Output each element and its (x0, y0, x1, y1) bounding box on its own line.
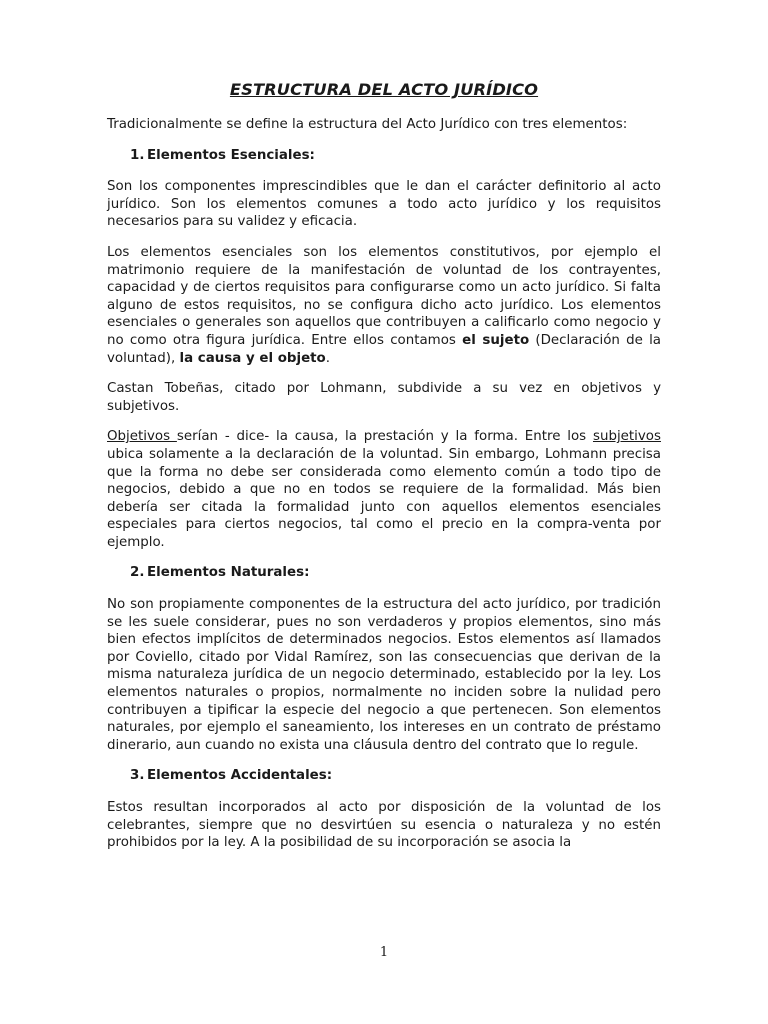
paragraph-text: serían - dice- la causa, la prestación y la forma. Entre los (176, 429, 593, 445)
paragraph-text: (Declaración de la voluntad), (107, 332, 661, 366)
paragraph: No son propiamente componentes de la estructura del acto jurídico, por tradición se les suele considerar, pues no son verdaderos y propios elementos, sino más bien efectos implícitos de determinados negocios. Estos elementos así llamados por Coviello, citado por Vidal Ramírez, son las consecuencias que derivan de la misma naturaleza jurídica de un negocio determinado, establecido por la ley. Los elementos naturales o propios, normalmente no inciden sobre la nulidad pero contribuyen a tipificar la especie del negocio a que pertenecen. Son elementos naturales, por ejemplo el saneamiento, los intereses en un contrato de préstamo dinerario, aun cuando no exista una cláusula dentro del contrato que lo regule. (107, 597, 661, 753)
bold-text: el sujeto (462, 332, 530, 348)
paragraph (107, 428, 661, 551)
section-heading-esenciales (107, 147, 661, 165)
paragraph: Son los componentes imprescindibles que le dan el carácter definitorio al acto jurídico. Son los elementos comunes a todo acto jurídico y los requisitos necesarios para su validez y eficacia. (107, 179, 661, 230)
paragraph (107, 244, 661, 367)
paragraph-text: ubica solamente a la declaración de la voluntad. Sin embargo, Lohmann precisa que la forma no debe ser considerada como elemento común a todo tipo de negocios, debido a que no en todos se requiere de la formalidad. Más bien debería ser citada la formalidad junto con aquellos elementos esenciales especiales para ciertos negocios, tal como el precio en la compra-venta por ejemplo. (107, 446, 661, 550)
underlined-text: subjetivos (592, 429, 661, 445)
section-number: 3. (130, 768, 145, 784)
underlined-text: Objetivos (107, 429, 177, 445)
section-number: 2. (130, 565, 145, 581)
document-body (107, 80, 661, 865)
section-heading-accidentales (107, 767, 661, 785)
intro-paragraph: Tradicionalmente se define la estructura del Acto Jurídico con tres elementos: (107, 117, 628, 132)
section-number: 1. (130, 147, 145, 163)
paragraph: Castan Tobeñas, citado por Lohmann, subdivide a su vez en objetivos y subjetivos. (107, 381, 661, 414)
section-heading-naturales (107, 564, 661, 582)
section-heading-text: Elementos Esenciales: (147, 147, 315, 163)
paragraph-text: Los elementos esenciales son los elementos constitutivos, por ejemplo el matrimonio requiere de la manifestación de voluntad de los contrayentes, capacidad y de ciertos requisitos para configurarse como un acto jurídico. Si falta alguno de estos requisitos, no se configura dicho acto jurídico. Los elementos esenciales o generales son aquellos que contribuyen a calificarlo como negocio y no como otra figura jurídica. Entre ellos contamos (107, 244, 661, 348)
document-title: ESTRUCTURA DEL ACTO JURÍDICO (229, 80, 539, 99)
page-number: 1 (379, 945, 389, 960)
paragraph: Estos resultan incorporados al acto por disposición de la voluntad de los celebrantes, siempre que no desvirtúen su esencia o naturaleza y no estén prohibidos por la ley. A la posibilidad de su incorporación se asocia la (107, 800, 661, 851)
bold-text: la causa y el objeto (179, 350, 326, 366)
section-heading-text: Elementos Naturales: (147, 565, 310, 581)
paragraph-text: . (325, 350, 331, 366)
section-heading-text: Elementos Accidentales: (147, 768, 333, 784)
